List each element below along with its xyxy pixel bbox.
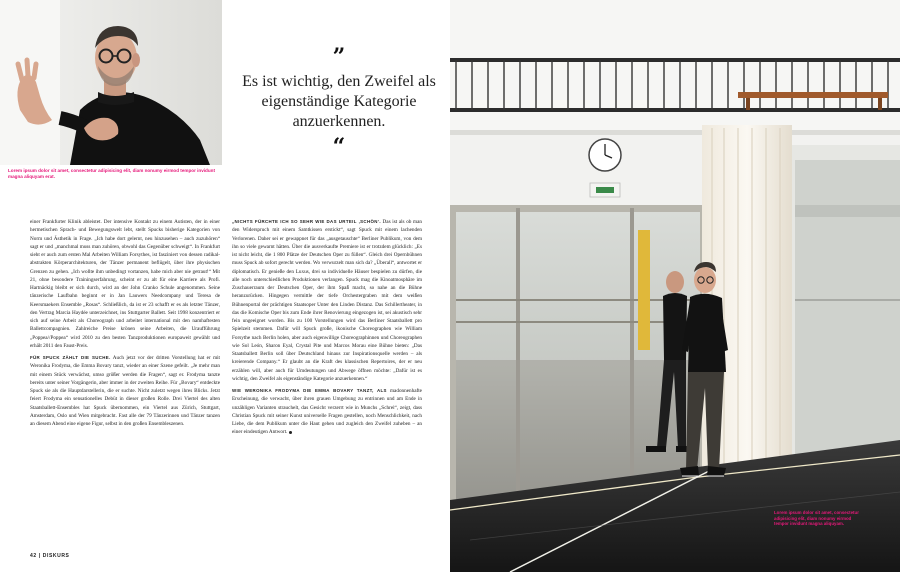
column-2-lead-in-2: WIE WERONIKA FRODYMA DIE EMMA BOVARY TANZT, ALS — [232, 388, 387, 393]
text-column-2 — [232, 218, 422, 437]
portrait-illustration — [0, 0, 222, 165]
quote-open-mark: ” — [332, 44, 346, 70]
section-name: DISKURS — [42, 553, 70, 559]
pull-quote-text: Es ist wichtig, den Zweifel als eigenständige Kategorie anzuerkennen. — [242, 73, 436, 130]
column-2-paragraph-2-body: madonnenhafte Erscheinung, die verwacht, über ihren grauen Umgebung zu entrinnen und am Ende in unzähligen Varianten strauchelt, das Gesicht verzerrt wie in Munchs „Schrei“, zeigt, dass Christian Spuck mit seiner Kunst universelle Fragen gestellen, noch Menschlichkeit, nach Liebe, die dem Publikum unter die Haut gehen und zugleich den Zweifel zuheben – an einer eindeutigen Antwort. — [232, 388, 422, 436]
ballet-studio-illustration — [450, 0, 900, 572]
column-2-lead-in-1: „NICHTS FÜRCHTE ICH SO SEHR WIE DAS URTEIL ‚SCHÖN‘. — [232, 219, 381, 224]
page-number: 42 — [30, 553, 37, 559]
pull-quote — [228, 44, 450, 160]
column-1-paragraph-2-body: Auch jetzt vor der dritten Vorstellung hat er mit Weronika Frodyma, die Emma Bovary tanzt, wieder an einer Szene gefeilt. „Je mehr man mit einem Stück verwächst, umso größer werden die Fragen“, sagt er. Frodyma tanzte bereits unter seiner Vorgängerin, aber immer in der zweiten Reihe. Für „Bovary“ entdeckte Spuck sie als die Hauptdarstellerin, die er suchte. Nicht zuletzt wegen ihres Blicks. Jetzt feiert Frodyma ein sensationelles Debüt in dieser großen Rolle. Drei Viertel des alten Staatsballett-Ensembles hat Spuck übernommen, ein Viertel aus Zürich, Stuttgart, Amsterdam, Oslo und Wien mitgebracht. Fast alle der 79 Tänzerinnen und Tänzer tanzen an diesem Abend eine eigene Figur, selbst in den großen Ensembleszenen. — [30, 355, 220, 427]
column-2-paragraph-1 — [232, 218, 422, 383]
page-folio — [30, 553, 69, 559]
column-1-lead-in: FÜR SPUCK ZÄHLT DIE SUCHE. — [30, 355, 111, 360]
column-2-paragraph-1-body: Das ist als ob man den Widerspruch mit einem Samtkissen erstickt“, sagt Spuck mit einem lachenden Verlorenen. Daher sei er gewappnet für das „ausgetauschte“ Berliner Publikum, von dem ihn so viele gewarnt hätten. Über die ausverkaufte Premiere ist er trotzdem glücklich: „Es ist nicht leicht, die 1 800 Plätze der Deutschen Oper zu füllen“. Gleich drei Opernbühnen muss Spuck ab sofort gerecht werden. Wo verwurzelt man sich da? „Überall“, antwortet er diplomatisch. Er genieße den Luxus, drei so individuelle Häuser bespielen zu dürfen, die alle noch unterschiedlichen Produktionen verlangen. Spuck mag die Kinoatmosphäre im Zuschauerraum der Deutschen Oper, der ihm Spaß macht, so nahe an die Bühne heranzurücken. Hingegen vermittle der tiefe Orchestergraben mit dem weißen Bühnenportal der prächtigen Staatsoper Unter den Linden Distanz. Das Schillertheater, in das die Komische Oper bis zum Ende ihrer Renovierung eingezogen ist, sei akustisch sehr fein ungeeignet worden. Bis zu 100 Vorstellungen wird das Berliner Staatsballett pro Spielzeit stemmen. Dafür will Spuck große, ikonische Choreographen wie William Forsythe nach Berlin holen, aber auch eigenwillige Choreographinnen und Choreographen wie Sol León, Sharon Eyal, Crystal Pite und Marcos Morau eine Bühne bieten: „Das Staatsballett Berlin soll über Deutschland hinaus zur Inspirationsquelle werden – als kreierende Company.“ Er glaubt an die Kraft des klassischen Repertoires, der er neu erzählen will, aber auch für Umdeutungen und Abwege öffnen möchte: „Dafür ist es wichtig, den Zweifel als eigenständige Kategorie anzuerkennen.“ — [232, 219, 422, 382]
column-1-paragraph-2 — [30, 354, 220, 428]
folio-separator: | — [38, 553, 41, 559]
quote-close-mark: “ — [332, 134, 346, 160]
portrait-caption: Lorem ipsum dolor sit amet, consectetur adipisicing elit, diam nonumy eirmod tempor invidunt magna aliquyam erat. — [8, 168, 216, 179]
column-2-paragraph-2 — [232, 387, 422, 437]
column-1-paragraph-1: einer Frankfurter Klinik ableistet. Der intensive Kontakt zu einem Autisten, der in einer hermetischen Sprach- und Bewegungswelt lebt, stellt Spucks bisherige Kategorien von Norm und Ästhetik in Frage. „Ich habe dort gelernt, neu hinzusehen – auch zuzuhören“ sagt er und „manchmal muss man zuhören, obwohl das Gegenüber schweigt“. In Frankfurt sieht er auch zum ersten Mal Arbeiten William Forsythes, ist fasziniert von dessen radikal-abstrakten Körperarchitekturen, der Tänzer permanent beflügelt, über ihre physischen Grenzen zu gehen. „Ich wollte ihm unbedingt vortanzen, habe mich aber nie getraut!“ Mit 21, ohne besondere Trainingserfahrung, scheint er zu alt für eine Karriere als Profi. Hartnäckig bleibt er sich durch, wird an der John Cranko Schule angenommen. Seine tänzerische Laufbahn beginnt er in Jan Lauwers Needcompany und Teresa de Keersmaekers Ensemble „Rosas“. Schließlich, da ist er 23 schafft er es als letzter Tänzer, den Vertrag Marcia Haydée unterzeichnet, ins Stuttgarter Ballett. Seit 1998 konzentriert er sich auf seine Arbeit als Choreograph und arbeitet international mit den namhaftesten Ballettcompagnien. Zahlreiche Preise krönen seine Arbeiten, die Uraufführung „Poppea//Poppea“ wird 2010 zu den besten Tanzproduktionen europaweit gewählt und erhält 2011 den Faust-Preis. — [30, 219, 220, 349]
end-of-article-mark — [289, 431, 292, 434]
right-page-photo — [450, 0, 900, 572]
photo-caption: Lorem ipsum dolor sit amet, consectetur adipisicing elit, diam nonumy eirmod tempor invidunt magna aliquyam. — [774, 510, 859, 527]
portrait-photo — [0, 0, 222, 165]
text-column-1 — [30, 218, 220, 428]
